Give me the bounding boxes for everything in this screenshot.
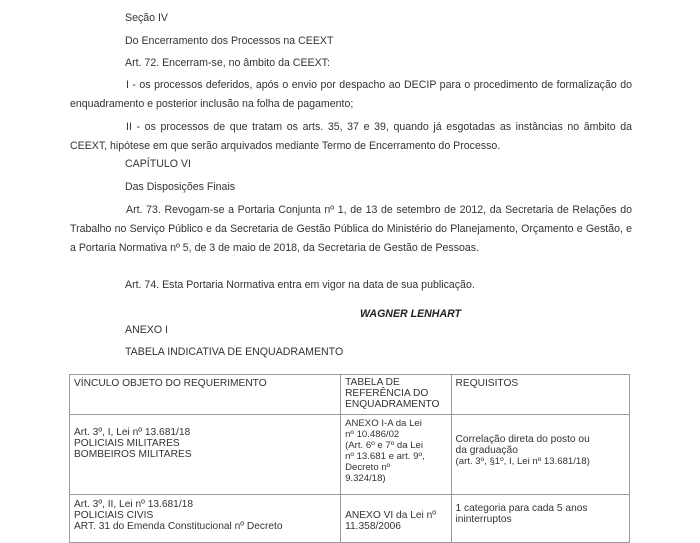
section-title: Do Encerramento dos Processos na CEEXT xyxy=(125,35,334,47)
table-header-row xyxy=(70,375,630,415)
chapter-heading: CAPÍTULO VI xyxy=(125,158,191,170)
section-heading: Seção IV xyxy=(125,12,168,24)
row2-requisitos-cell: 1 categoria para cada 5 anos ininterruptos xyxy=(451,495,629,543)
row1-requisitos-cell: Correlação direta do posto ou da graduação (art. 3º, §1º, I, Lei nº 13.681/18) xyxy=(451,415,629,495)
header-cell-requisitos: REQUISITOS xyxy=(451,375,629,415)
article-72: Art. 72. Encerram-se, no âmbito da CEEXT: xyxy=(125,57,330,69)
item-i-paragraph: I - os processos deferidos, após o envio por despacho ao DECIP para o procedimento de formalização do enquadramento e posterior inclusão na folha de pagamento; xyxy=(70,79,632,110)
enquadramento-table xyxy=(69,374,630,543)
signer-name: WAGNER LENHART xyxy=(360,308,462,320)
row2-vinculo-cell: Art. 3º, II, Lei nº 13.681/18 POLICIAIS CIVIS ART. 31 do Emenda Constitucional nº Decreto xyxy=(70,495,341,543)
header-cell-tabela: TABELA DE REFERÊNCIA DO ENQUADRAMENTO xyxy=(341,375,451,415)
row1-vinculo-cell: Art. 3º, I, Lei nº 13.681/18 POLICIAIS MILITARES BOMBEIROS MILITARES xyxy=(70,415,341,495)
table-row xyxy=(70,415,630,495)
header-cell-vinculo: VÍNCULO OBJETO DO REQUERIMENTO xyxy=(70,375,341,415)
article-74: Art. 74. Esta Portaria Normativa entra em vigor na data de sua publicação. xyxy=(125,279,475,291)
chapter-title: Das Disposições Finais xyxy=(125,181,236,193)
row1-tabela-cell: ANEXO I-A da Lei nº 10.486/02 (Art. 6º e 7º da Lei nº 13.681 e art. 9º, Decreto nº 9.324/18) xyxy=(341,415,451,495)
item-ii-paragraph: II - os processos de que tratam os arts. 35, 37 e 39, quando já esgotadas as instâncias no âmbito da CEEXT, hipótese em que serão arquivados mediante Termo de Encerramento do Processo. xyxy=(70,121,632,152)
row2-tabela-cell: ANEXO VI da Lei nº 11.358/2006 xyxy=(341,495,451,543)
table-title: TABELA INDICATIVA DE ENQUADRAMENTO xyxy=(125,346,344,358)
article-73-paragraph: Art. 73. Revogam-se a Portaria Conjunta nº 1, de 13 de setembro de 2012, da Secretaria de Relações do Trabalho no Serviço Público e da Secretaria de Gestão Pública do Ministério do Planejamento, Orçamento e Gestão, e a Portaria Normativa nº 5, de 3 de maio de 2018, da Secretaria de Gestão de Pessoas. xyxy=(70,204,632,254)
table-row xyxy=(70,495,630,543)
annex-heading: ANEXO I xyxy=(125,324,168,336)
